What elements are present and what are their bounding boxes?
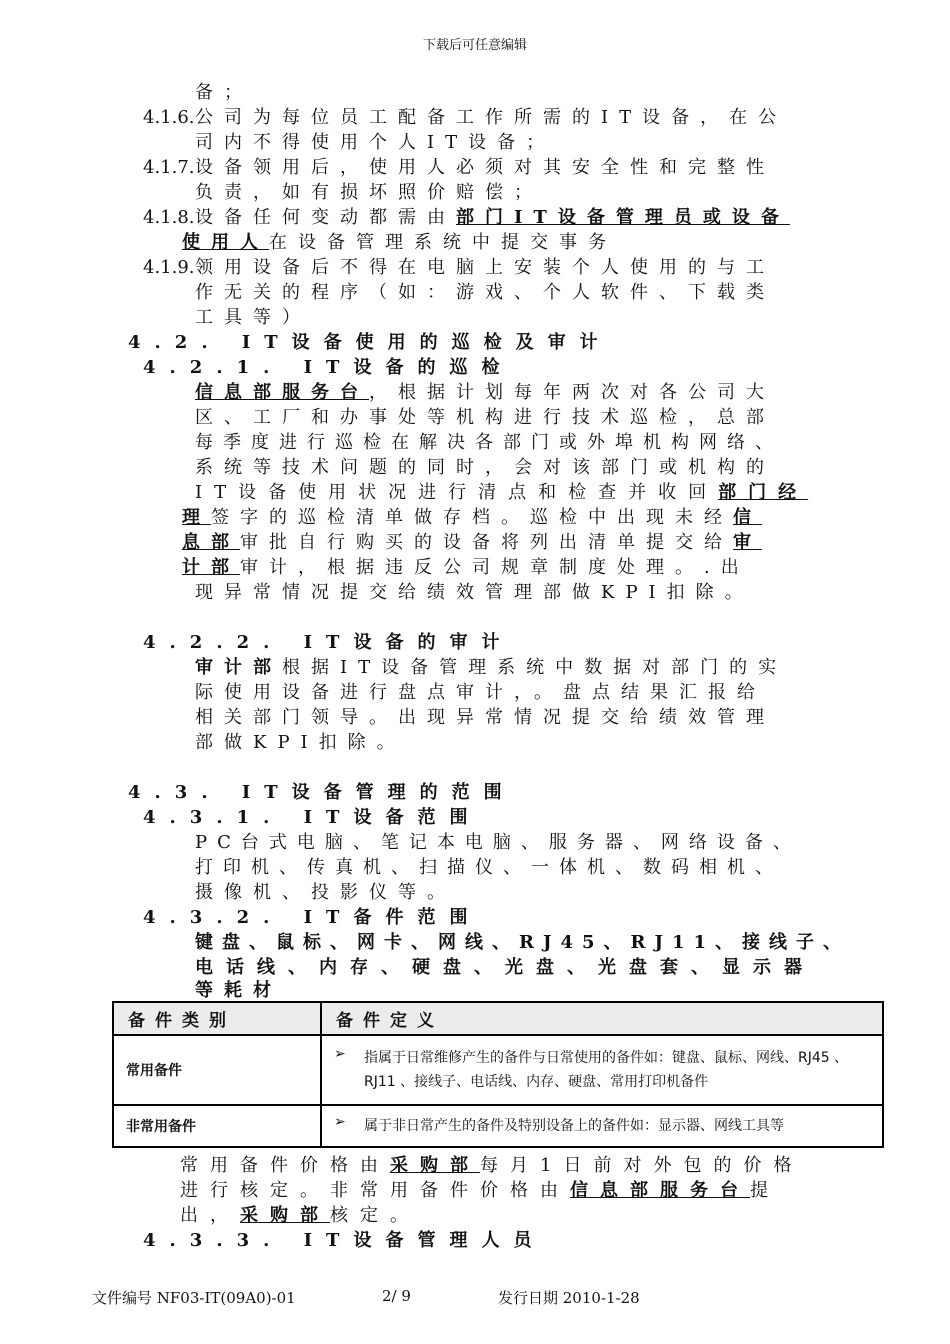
pricing-text3b: 核定。: [330, 1205, 420, 1226]
pricing-text2: 进行核定。非常用备件价格由: [180, 1180, 570, 1201]
para-421-line5: [195, 480, 808, 505]
service-desk-role-2: 信息部服务台: [570, 1180, 750, 1201]
para-421-line7: [182, 530, 762, 555]
spare-parts-table: [112, 1001, 884, 1148]
para-422-text1: 根据IT设备管理系统中数据对部门的实: [282, 657, 788, 678]
service-desk-role: 信息部服务台: [195, 382, 369, 403]
para-419-line3: 工具等）: [195, 307, 311, 328]
table-header-row: [113, 1002, 883, 1035]
manager-role-cont: 理: [182, 507, 211, 528]
purchasing-dept-role: 采购部: [390, 1155, 480, 1176]
para-422-line3: 相关部门领导。出现异常情况提交给绩效管理: [195, 707, 775, 728]
pricing-text1b: 每月1日前对外包的价格: [480, 1155, 804, 1176]
para-421-text6: 签字的巡检清单做存档。巡检中出现未经: [211, 507, 733, 528]
audit-dept-role: 审: [733, 532, 762, 553]
para-419-line2: 作无关的程序（如：游戏、个人软件、下载类: [195, 282, 775, 303]
it-admin-role: 部门IT设备管理员或设备: [456, 207, 790, 228]
para-422-line2: 际使用设备进行盘点审计，。盘点结果汇报给: [195, 682, 766, 703]
continuation-line: 备；: [195, 82, 253, 103]
heading-4-3-1: 4.3.1. IT设备范围: [143, 807, 482, 828]
para-422-line4: 部做KPI扣除。: [195, 732, 406, 753]
para-421-text7: 审批自行购买的设备将列出清单提交给: [240, 532, 733, 553]
purchasing-dept-role-2: 采购部: [240, 1205, 330, 1226]
definition-text: 指属于日常维修产生的备件与日常使用的备件如：键盘、鼠标、网线、RJ45 、RJ11 、接线子、电话线、内存、硬盘、常用打印机备件: [364, 1050, 849, 1090]
audit-dept-label: 审计部: [195, 657, 282, 678]
audit-dept-role-cont: 计部: [182, 557, 240, 578]
para-422-line1: [195, 655, 787, 680]
para-432-line2: 电话线、内存、硬盘、光盘、光盘套、显示器: [195, 957, 815, 978]
pricing-text3: 出，: [180, 1205, 240, 1226]
info-dept-role-cont: 息部: [182, 532, 240, 553]
section-number-417: 4.1.7.: [143, 157, 195, 178]
heading-4-3-3: 4.3.3. IT设备管理人员: [143, 1230, 546, 1251]
footer-page-number: 2/ 9: [382, 1287, 411, 1305]
para-418-line2: [182, 230, 617, 255]
pricing-text2b: 提: [750, 1180, 780, 1201]
row-category: 常用备件: [113, 1035, 321, 1105]
table-row: [113, 1105, 883, 1147]
para-418-line1: [195, 205, 790, 230]
heading-4-2: 4.2. IT设备使用的巡检及审计: [128, 332, 612, 353]
para-416-line1: 公司为每位员工配备工作所需的IT设备，在公: [195, 107, 788, 128]
footer-doc-number: 文件编号 NF03-IT(09A0)-01: [92, 1289, 296, 1307]
heading-4-3-2: 4.3.2. IT备件范围: [143, 907, 482, 928]
heading-4-2-1: 4.2.1. IT设备的巡检: [143, 357, 514, 378]
para-421-line9: 现异常情况提交给绩效管理部做KPI扣除。: [195, 582, 754, 603]
para-419-line1: 领用设备后不得在电脑上安装个人使用的与工: [195, 257, 775, 278]
pricing-line2: [180, 1178, 780, 1203]
para-418-text: 设备任何变动都需由: [195, 207, 456, 228]
para-421-line6: [182, 505, 762, 530]
arrow-bullet-icon: ➢: [334, 1114, 346, 1130]
header-definition: 备件定义: [321, 1002, 883, 1035]
para-417-line1: 设备领用后，使用人必须对其安全性和完整性: [195, 157, 775, 178]
para-431-line1: PC台式电脑、笔记本电脑、服务器、网络设备、: [195, 832, 801, 853]
arrow-bullet-icon: ➢: [334, 1046, 346, 1062]
section-number-419: 4.1.9.: [143, 257, 195, 278]
para-421-text5: IT设备使用状况进行清点和检查并收回: [195, 482, 719, 503]
header-note: 下载后可任意编辑: [422, 38, 527, 53]
para-421-line3: 每季度进行巡检在解决各部门或外埠机构网络、: [195, 432, 783, 453]
footer-issue-date: 发行日期 2010-1-28: [498, 1289, 640, 1307]
section-number-418: 4.1.8.: [143, 207, 195, 228]
para-421-line4: 系统等技术问题的同时，会对该部门或机构的: [195, 457, 775, 478]
pricing-line1: [180, 1153, 803, 1178]
definition-text: 属于非日常产生的备件及特别设备上的备件如：显示器、网线工具等: [364, 1118, 784, 1134]
row-definition: [321, 1035, 883, 1105]
para-421-text8: 审计，根据违反公司规章制度处理。.出: [240, 557, 750, 578]
para-416-line2: 司内不得使用个人IT设备；: [195, 132, 556, 153]
info-dept-role: 信: [733, 507, 762, 528]
device-user-role: 使用人: [182, 232, 269, 253]
para-432-line1: 键盘、鼠标、网卡、网线、RJ45、RJ11、接线子、: [195, 932, 851, 953]
para-432-line3: 等耗材: [195, 980, 282, 1001]
para-417-line2: 负责，如有损坏照价赔偿；: [195, 182, 543, 203]
para-418-text2: 在设备管理系统中提交事务: [269, 232, 617, 253]
heading-4-3: 4.3. IT设备管理的范围: [128, 782, 516, 803]
table-row: [113, 1035, 883, 1105]
row-category: 非常用备件: [113, 1105, 321, 1147]
header-category: 备件类别: [113, 1002, 321, 1035]
pricing-line3: [180, 1203, 420, 1228]
heading-4-2-2: 4.2.2. IT设备的审计: [143, 632, 514, 653]
dept-manager-role: 部门经: [718, 482, 809, 503]
para-431-line2: 打印机、传真机、扫描仪、一体机、数码相机、: [195, 857, 783, 878]
para-421-line2: 区、工厂和办事处等机构进行技术巡检，总部: [195, 407, 775, 428]
pricing-text1: 常用备件价格由: [180, 1155, 390, 1176]
para-421-line1: [195, 380, 775, 405]
para-431-line3: 摄像机、投影仪等。: [195, 882, 456, 903]
para-421-line8: [182, 555, 750, 580]
row-definition: [321, 1105, 883, 1147]
section-number-416: 4.1.6.: [143, 107, 195, 128]
para-421-text1: ，根据计划每年两次对各公司大: [369, 382, 775, 403]
